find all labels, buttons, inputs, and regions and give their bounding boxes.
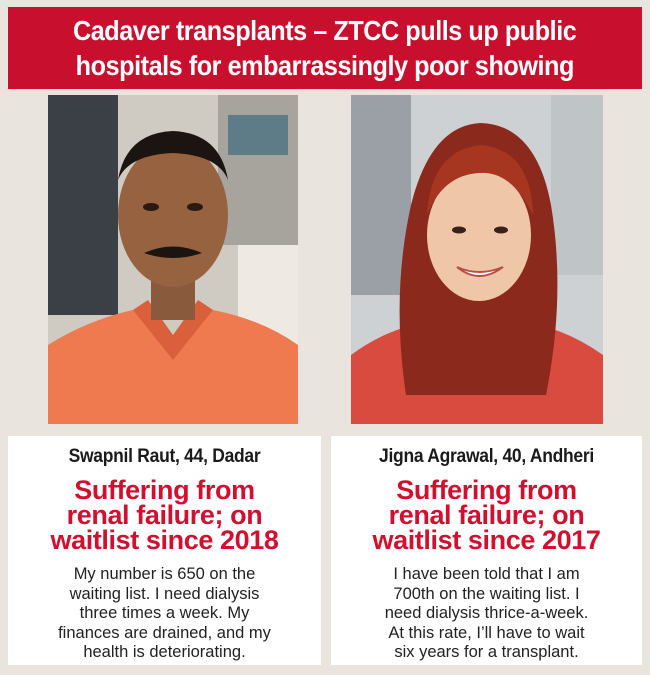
- photo-jigna-agrawal: [351, 95, 603, 424]
- profile-quote: [331, 565, 642, 663]
- profile-title-line: Suffering from: [396, 475, 577, 505]
- profile-quote-line: 700th on the waiting list. I: [393, 584, 580, 603]
- profile-name: Swapnil Raut, 44, Dadar: [68, 446, 261, 467]
- profile-quote-line: three times a week. My: [79, 604, 250, 622]
- profile-quote-line: finances are drained, and my: [58, 623, 271, 642]
- profile-quote-line: My number is 650 on the: [73, 565, 256, 583]
- profile-title-line: renal failure; on: [388, 500, 585, 530]
- profile-quote-line: health is deteriorating.: [83, 643, 246, 661]
- profile-quote-line: six years for a transplant.: [394, 643, 579, 661]
- profile-card-right: [331, 436, 642, 665]
- profile-quote-line: I have been told that I am: [393, 565, 580, 583]
- profile-title: [8, 475, 321, 555]
- headline-line-2: hospitals for embarrassingly poor showing: [75, 50, 575, 81]
- profile-title-line: waitlist since 2018: [50, 525, 279, 555]
- profile-quote-line: waiting list. I need dialysis: [69, 584, 260, 603]
- profile-quote-line: At this rate, I’ll have to wait: [388, 623, 585, 642]
- profile-quote: [8, 565, 321, 663]
- headline-banner: [8, 7, 642, 89]
- profile-title: [331, 475, 642, 555]
- profile-title-line: renal failure; on: [66, 500, 263, 530]
- profile-name: Jigna Agrawal, 40, Andheri: [379, 446, 594, 467]
- profile-title-line: Suffering from: [74, 475, 255, 505]
- photo-swapnil-raut: [48, 95, 298, 424]
- profile-title-line: waitlist since 2017: [372, 525, 601, 555]
- headline-line-1: Cadaver transplants – ZTCC pulls up public: [73, 15, 577, 46]
- profile-card-left: [8, 436, 321, 665]
- profile-quote-line: need dialysis thrice-a-week.: [384, 604, 589, 622]
